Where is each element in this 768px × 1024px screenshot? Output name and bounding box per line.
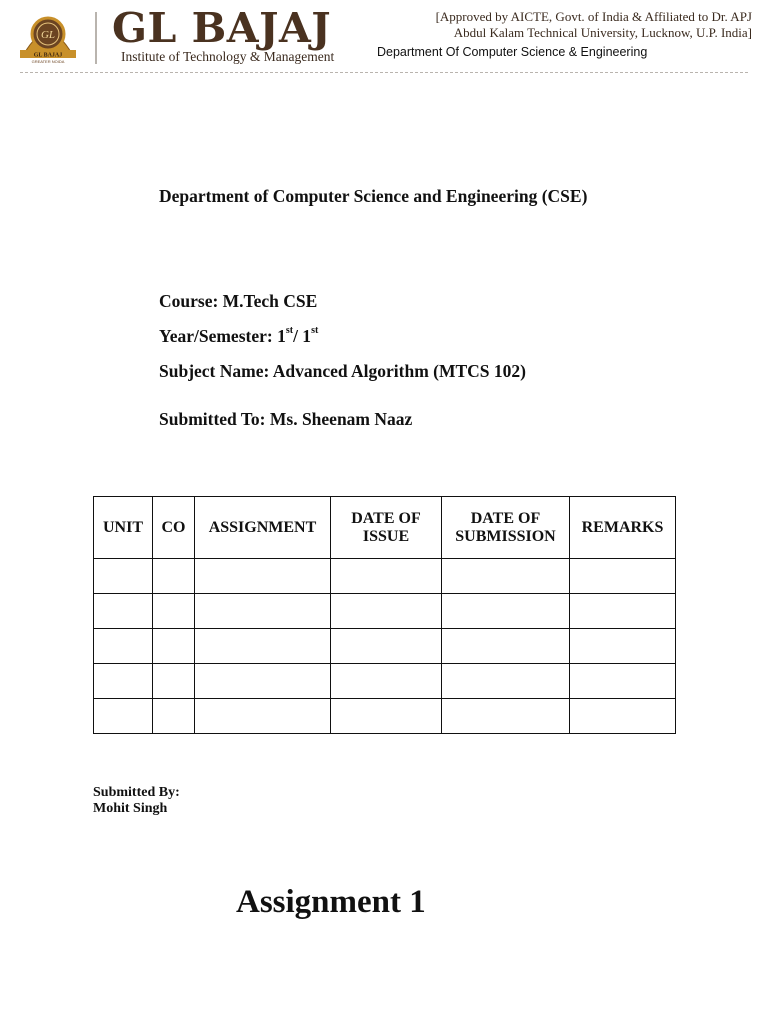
table-cell xyxy=(442,629,570,664)
table-cell xyxy=(153,699,195,734)
header-rule xyxy=(20,72,748,73)
table-cell xyxy=(570,664,676,699)
table-cell xyxy=(331,699,442,734)
table-cell xyxy=(94,664,153,699)
assignment-table xyxy=(93,496,676,734)
table-cell xyxy=(195,629,331,664)
document-title: Department of Computer Science and Engineering (CSE) xyxy=(159,186,588,206)
table-cell xyxy=(331,629,442,664)
table-header-row xyxy=(94,497,676,559)
approval-text xyxy=(356,9,752,41)
table-row xyxy=(94,699,676,734)
table-cell xyxy=(195,664,331,699)
table-cell xyxy=(153,559,195,594)
table-row xyxy=(94,629,676,664)
submitted-to-line: Submitted To: Ms. Sheenam Naaz xyxy=(159,409,413,429)
table-cell xyxy=(570,699,676,734)
approval-line-2: Abdul Kalam Technical University, Lucknow, U.P. India] xyxy=(453,25,752,40)
table-cell xyxy=(442,594,570,629)
subject-line: Subject Name: Advanced Algorithm (MTCS 102) xyxy=(159,361,526,381)
table-cell xyxy=(331,559,442,594)
col-date-of-submission: DATE OF SUBMISSION xyxy=(442,497,570,559)
table-cell xyxy=(570,559,676,594)
table-cell xyxy=(570,594,676,629)
table-row xyxy=(94,559,676,594)
course-line: Course: M.Tech CSE xyxy=(159,291,318,311)
brand-name: GL BAJAJ xyxy=(112,4,332,52)
col-remarks: REMARKS xyxy=(570,497,676,559)
col-co: CO xyxy=(153,497,195,559)
table-cell xyxy=(195,559,331,594)
letterhead xyxy=(0,0,768,74)
svg-text:GL: GL xyxy=(40,29,56,41)
table-cell xyxy=(331,664,442,699)
submitted-by-name: Mohit Singh xyxy=(93,801,168,816)
table-cell xyxy=(331,594,442,629)
table-cell xyxy=(94,559,153,594)
table-cell xyxy=(442,559,570,594)
header-divider xyxy=(95,12,97,64)
svg-text:GL BAJAJ: GL BAJAJ xyxy=(33,52,63,59)
col-date-of-issue: DATE OF ISSUE xyxy=(331,497,442,559)
approval-line-1: [Approved by AICTE, Govt. of India & Affiliated to Dr. APJ xyxy=(435,9,752,24)
table-cell xyxy=(570,629,676,664)
table-cell xyxy=(94,699,153,734)
table-cell xyxy=(442,699,570,734)
table-cell xyxy=(153,594,195,629)
submitted-by xyxy=(93,785,180,817)
submitted-by-label: Submitted By: xyxy=(93,785,180,800)
table-cell xyxy=(94,594,153,629)
col-assignment: ASSIGNMENT xyxy=(195,497,331,559)
table-row xyxy=(94,594,676,629)
college-emblem-icon xyxy=(16,10,80,64)
assignment-title: Assignment 1 xyxy=(236,884,426,920)
header-department: Department Of Computer Science & Engineering xyxy=(377,45,648,59)
table-cell xyxy=(195,594,331,629)
table-cell xyxy=(94,629,153,664)
table-row xyxy=(94,664,676,699)
year-semester-line: Year/Semester: 1st/ 1st xyxy=(159,325,319,346)
table-cell xyxy=(442,664,570,699)
col-unit: UNIT xyxy=(94,497,153,559)
svg-text:GREATER NOIDA: GREATER NOIDA xyxy=(31,59,65,64)
table-cell xyxy=(195,699,331,734)
table-cell xyxy=(153,664,195,699)
brand-subtitle: Institute of Technology & Management xyxy=(121,49,335,64)
table-cell xyxy=(153,629,195,664)
